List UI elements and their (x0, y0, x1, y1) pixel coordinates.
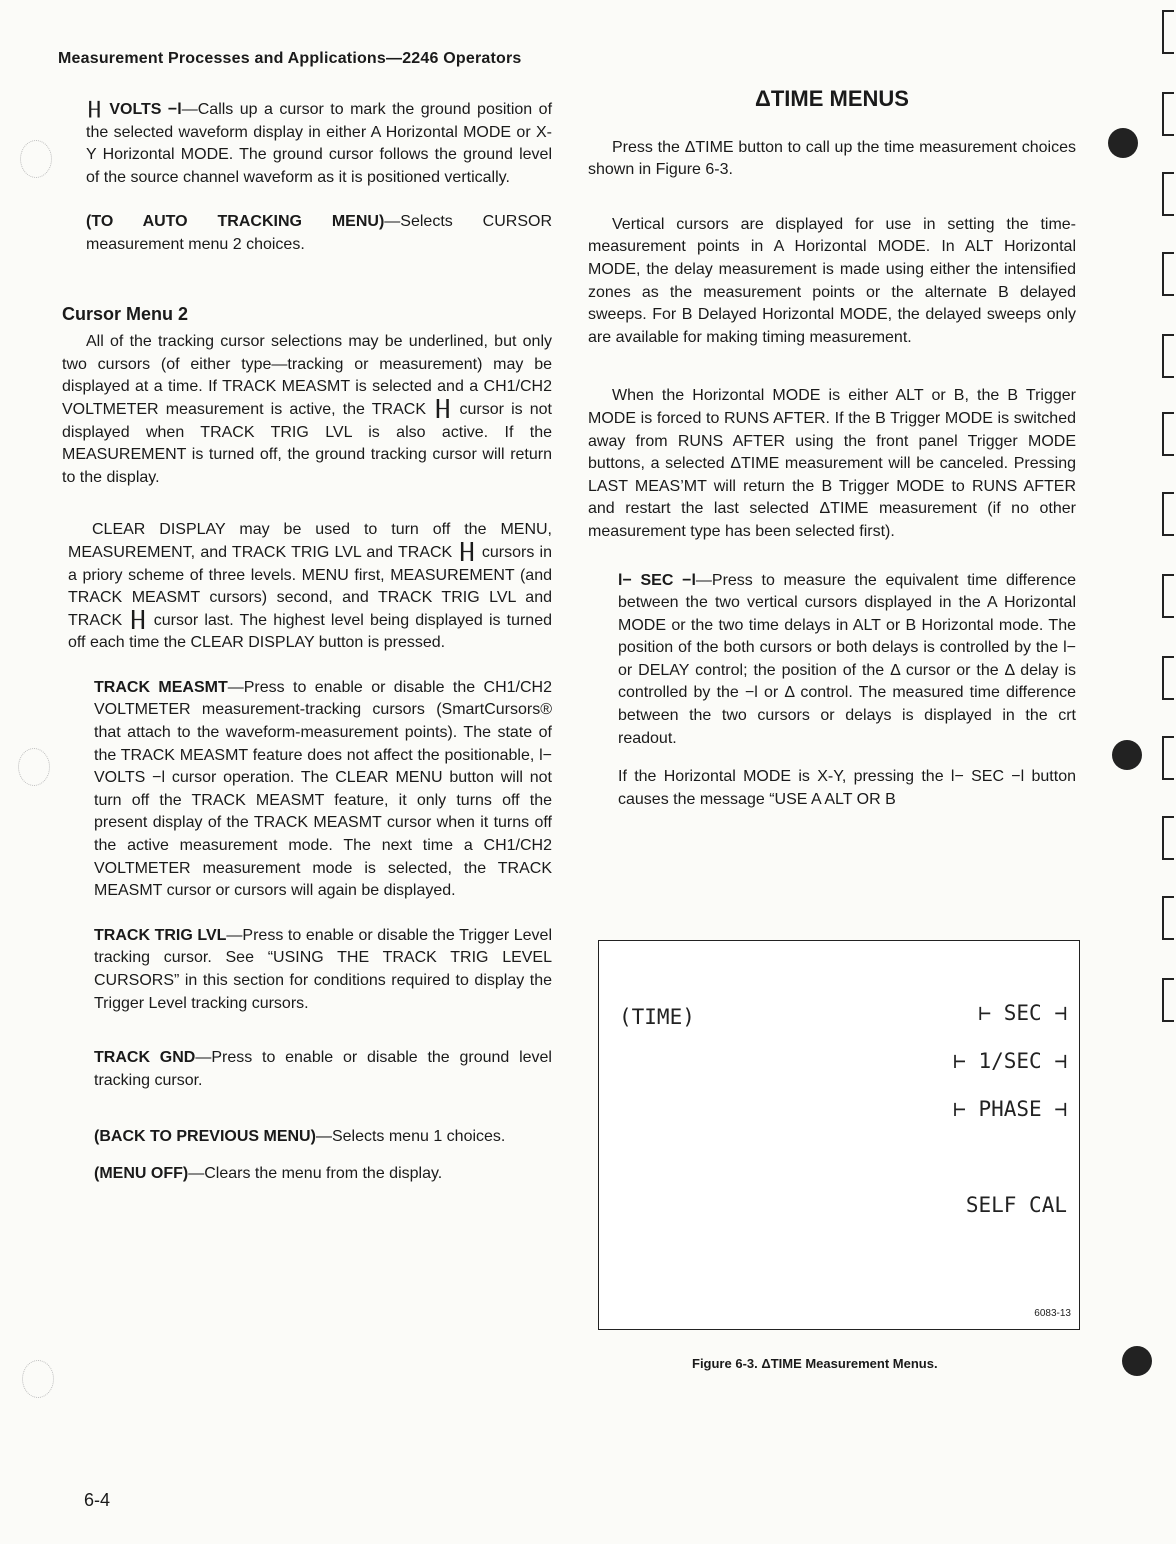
binder-mark (1162, 252, 1174, 296)
track-trig-lvl-description: —Press to enable or disable the Trigger Level tracking cursor. See “USING THE TRACK TRIG LEVEL CURSORS” in this section for conditions required to display the Trigger Level tracking cursors. (94, 926, 553, 1012)
volts-paragraph (62, 98, 552, 189)
sec-description: —Press to measure the equivalent time difference between the two vertical cursors displayed in the A Horizontal MODE or the two time delays in ALT or B Horizontal mode. The position of the both cursors or both delays is controlled by the l− or DELAY control; the position of the Δ cursor or the Δ delay is controlled by the −l or Δ control. The measured time difference between the two cursors or delays is displayed in the crt readout. (618, 571, 1076, 747)
cursor-menu-2-heading: Cursor Menu 2 (62, 303, 189, 324)
faint-hole (18, 748, 50, 786)
clear-display-paragraph: CLEAR DISPLAY may be used to turn off the MENU, MEASUREMENT, and TRACK TRIG LVL and TRACK ┠┨ cursors in a priory scheme of three levels. MENU first, MEASUREMENT (and TRACK MEASMT cursors) second, and TRACK TRIG LVL and TRACK ┠┨ cursor last. The highest level being displayed is turned off each time the CLEAR DISPLAY button is pressed. (68, 521, 552, 652)
vertical-cursors-paragraph: Vertical cursors are displayed for use in setting the time-measurement points in A Horizontal MODE. In ALT Horizontal MODE, the delay measurement is made using either the intensified zones as the measurement points or the alternate B delayed sweeps. For B Delayed Horizontal MODE, the delayed sweeps only are available for making timing measurement. (588, 215, 1076, 346)
binder-mark (1162, 92, 1174, 136)
sec-paragraph (588, 570, 1076, 751)
binder-mark (1162, 896, 1174, 940)
track-measmt-term: TRACK MEASMT (94, 678, 228, 696)
punch-hole (1108, 128, 1138, 158)
binder-mark (1162, 412, 1174, 456)
horizontal-mode-paragraph: When the Horizontal MODE is either ALT or B, the B Trigger MODE is forced to RUNS AFTER. If the B Trigger MODE is switched away from RUNS AFTER using the front panel Trigger MODE buttons, a selected ΔTIME measurement will be canceled. Pressing LAST MEAS’MT will return the B Trigger MODE to RUNS AFTER and restart the last selected ΔTIME measurement (if no other measurement type has been selected first). (588, 387, 1076, 540)
xy-paragraph: If the Horizontal MODE is X-Y, pressing the l− SEC −l button causes the message “USE A ALT OR B (618, 768, 1076, 808)
figure-time-label: (TIME) (619, 1005, 695, 1029)
volts-term: VOLTS −l (109, 101, 182, 118)
punch-hole (1112, 740, 1142, 770)
right-column (588, 88, 1076, 811)
cursor-menu-2-body: All of the tracking cursor selections may be underlined, but only two cursors (of either type—tracking or measurement) may be displayed at a time. If TRACK MEASMT is selected and a CH1/CH2 VOLTMETER measurement is active, the TRACK ┠┨ cursor is not displayed when TRACK TRIG LVL is also active. If the MEASUREMENT is turned off, the ground tracking cursor will return to the display. (62, 333, 552, 486)
menu-off-term: (MENU OFF) (94, 1164, 189, 1182)
binder-mark (1162, 574, 1174, 618)
ground-cursor-icon: ┠┨ (86, 101, 103, 117)
figure-menu-sec: ⊢ SEC ⊣ (978, 1001, 1067, 1025)
binder-mark (1162, 10, 1174, 54)
track-gnd-term: TRACK GND (94, 1049, 196, 1067)
sec-term: l− SEC −l (618, 571, 696, 589)
left-column (62, 98, 552, 1186)
back-to-previous-paragraph (62, 1126, 552, 1149)
to-auto-tracking-term: (TO AUTO TRACKING MENU) (86, 213, 385, 231)
binder-mark (1162, 334, 1174, 378)
figure-menu-1-sec: ⊢ 1/SEC ⊣ (953, 1049, 1067, 1073)
figure-6-3-menu-display (598, 940, 1080, 1330)
figure-menu-self-cal: SELF CAL (965, 1193, 1067, 1217)
menu-off-description: —Clears the menu from the display. (188, 1164, 443, 1182)
track-gnd-paragraph (62, 1047, 552, 1092)
binder-mark (1162, 172, 1174, 216)
figure-number: 6083-13 (1034, 1308, 1071, 1319)
track-gnd-description: —Press to enable or disable the ground level tracking cursor. (94, 1049, 552, 1089)
binder-mark (1162, 656, 1174, 700)
menu-off-paragraph (62, 1163, 552, 1186)
to-auto-tracking-paragraph (62, 211, 552, 256)
figure-caption: Figure 6-3. ΔTIME Measurement Menus. (692, 1356, 938, 1371)
section-title: ΔTIME MENUS (755, 86, 909, 111)
punch-hole (1122, 1346, 1152, 1376)
volts-description: —Calls up a cursor to mark the ground position of the selected waveform display in either A Horizontal MODE or X-Y Horizontal MODE. The ground cursor follows the ground level of the source channel waveform as it is positioned vertically. (86, 101, 553, 186)
faint-hole (20, 140, 52, 178)
track-measmt-description: —Press to enable or disable the CH1/CH2 VOLTMETER measurement-tracking cursors (SmartCursors® that attach to the waveform-measurement points). The state of the TRACK MEASMT feature does not affect the positionable, l− VOLTS −l cursor operation. The CLEAR MENU button will not turn off the TRACK MEASMT feature, it only turns off the present display of the TRACK MEASMT cursor when it turns off the active measurement mode. The next time a CH1/CH2 VOLTMETER measurement mode is selected, the TRACK MEASMT cursor or cursors will again be displayed. (94, 678, 553, 900)
running-header: Measurement Processes and Applications—2246 Operators (58, 50, 522, 67)
binder-mark (1162, 816, 1174, 860)
figure-menu-phase: ⊢ PHASE ⊣ (953, 1097, 1067, 1121)
binder-mark (1162, 978, 1174, 1022)
track-trig-lvl-term: TRACK TRIG LVL (94, 926, 227, 944)
page-number: 6-4 (84, 1490, 111, 1510)
back-to-previous-description: —Selects menu 1 choices. (315, 1128, 506, 1146)
binder-mark (1162, 736, 1174, 780)
track-trig-lvl-paragraph (62, 925, 552, 1015)
to-auto-tracking-description: —Selects CURSOR measurement menu 2 choices. (86, 213, 553, 253)
faint-hole (22, 1360, 54, 1398)
intro-paragraph: Press the ΔTIME button to call up the time measurement choices shown in Figure 6-3. (588, 138, 1076, 179)
back-to-previous-term: (BACK TO PREVIOUS MENU) (94, 1128, 316, 1146)
track-measmt-paragraph (62, 677, 552, 903)
binder-mark (1162, 492, 1174, 536)
